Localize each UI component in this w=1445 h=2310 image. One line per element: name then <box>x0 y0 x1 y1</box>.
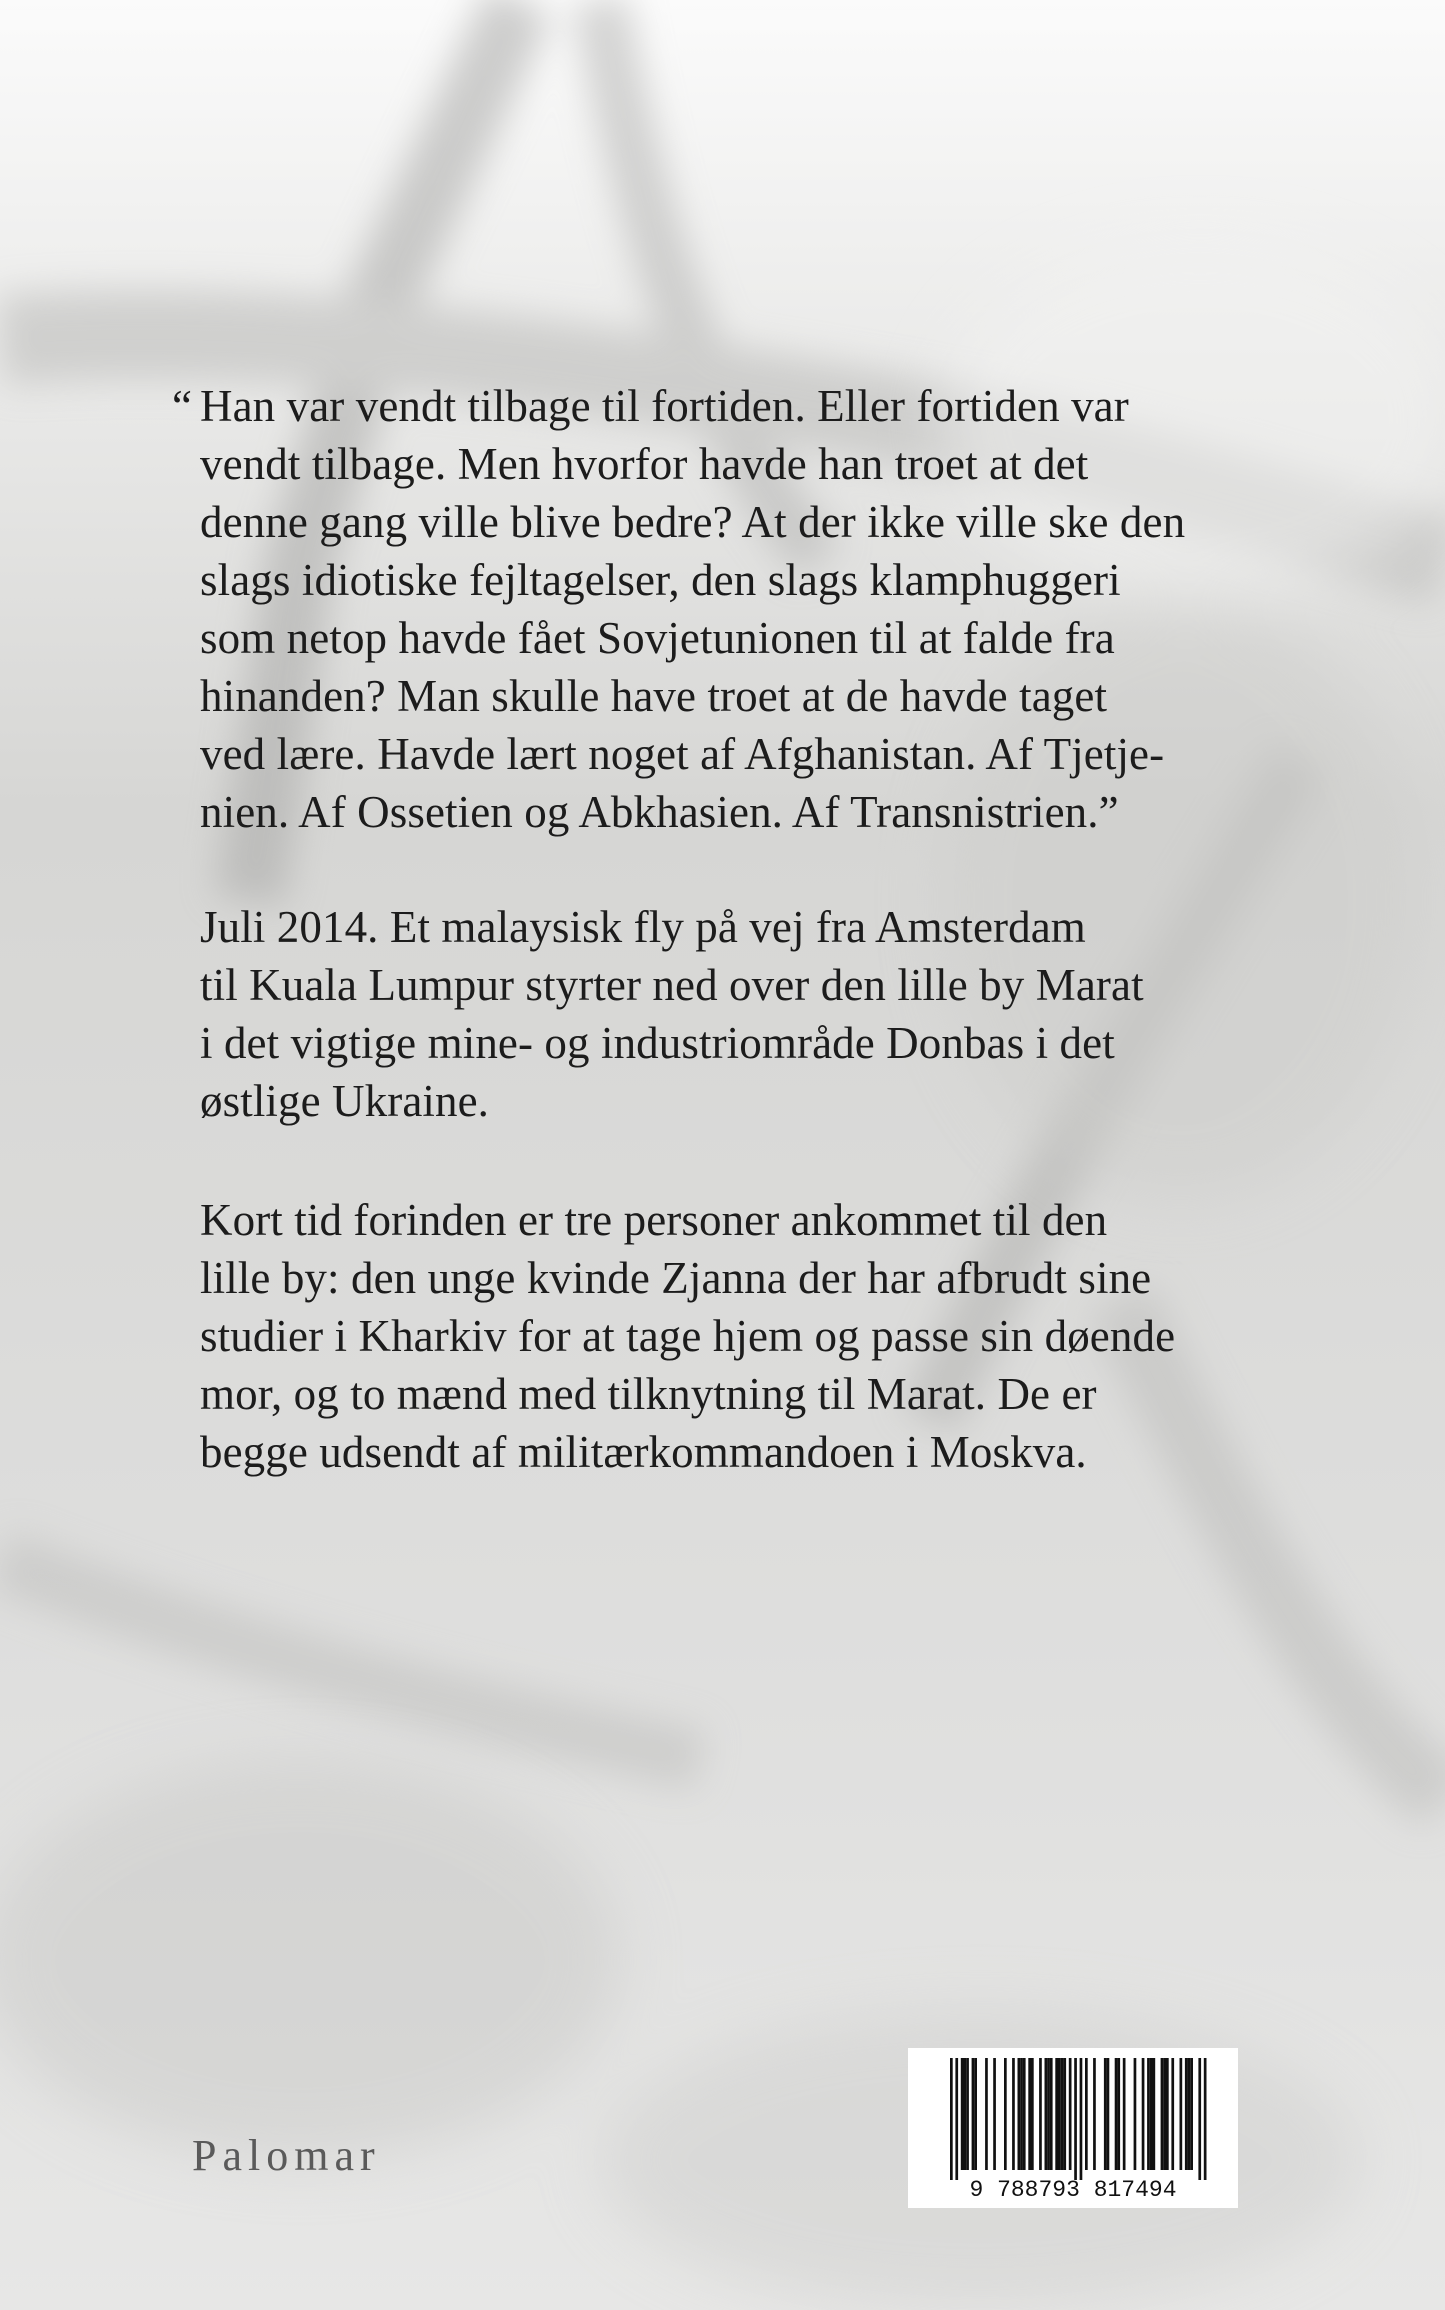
arrival-line: begge udsendt af militærkommandoen i Moskva. <box>200 1427 1087 1477</box>
arrival-line: studier i Kharkiv for at tage hjem og passe sin døende <box>200 1311 1176 1361</box>
publisher-name: Palomar <box>192 2131 381 2180</box>
barcode-bar <box>1134 2058 1137 2170</box>
barcode-bar <box>1115 2058 1118 2170</box>
barcode-bar <box>1166 2058 1169 2170</box>
barcode-bar <box>1061 2058 1064 2170</box>
barcode-bar <box>1147 2058 1150 2170</box>
barcode-bar <box>964 2058 967 2170</box>
quote-line: hinanden? Man skulle have troet at de havde taget <box>200 671 1108 721</box>
barcode-bar <box>985 2058 988 2170</box>
barcode-bar <box>1142 2058 1145 2170</box>
arrival-line: mor, og to mænd med tilknytning til Marat. De er <box>200 1369 1097 1419</box>
barcode-digits: 9 788793 817494 <box>969 2177 1177 2203</box>
barcode-bar <box>1180 2058 1183 2170</box>
barcode-bar <box>1085 2058 1088 2170</box>
barcode-bar <box>1023 2058 1026 2170</box>
barcode-bar <box>1161 2058 1164 2170</box>
barcode-bar <box>1123 2058 1126 2170</box>
barcode-bar <box>1204 2058 1207 2180</box>
arrival-line: lille by: den unge kvinde Zjanna der har afbrudt sine <box>200 1253 1152 1303</box>
barcode-bar <box>1163 2058 1166 2170</box>
barcode-graphic <box>908 2048 1238 2208</box>
event-line: østlige Ukraine. <box>200 1076 490 1126</box>
quote-line: denne gang ville blive bedre? At der ikke ville ske den <box>200 497 1186 547</box>
barcode-bar <box>1045 2058 1048 2170</box>
barcode-bar <box>1020 2058 1023 2170</box>
barcode-bar <box>1150 2058 1153 2170</box>
barcode-bar <box>950 2058 953 2180</box>
arrival-paragraph <box>200 1191 1260 1481</box>
event-line: Juli 2014. Et malaysisk fly på vej fra Amsterdam <box>200 902 1086 952</box>
quote-line: nien. Af Ossetien og Abkhasien. Af Transnistrien.” <box>200 787 1119 837</box>
barcode-bar <box>1185 2058 1188 2170</box>
barcode-bar <box>1039 2058 1042 2170</box>
opening-quote-mark: “ <box>172 381 192 431</box>
barcode-bar <box>972 2058 975 2170</box>
arrival-line: Kort tid forinden er tre personer ankommet til den <box>200 1195 1108 1245</box>
barcode-bar <box>1050 2058 1053 2170</box>
barcode-bar <box>1012 2058 1015 2170</box>
barcode-bar <box>1031 2058 1034 2170</box>
barcode-bar <box>1080 2058 1083 2180</box>
quote-line: vendt tilbage. Men hvorfor havde han troet at det <box>200 439 1089 489</box>
barcode-bar <box>1104 2058 1107 2170</box>
barcode-bar <box>1055 2058 1058 2170</box>
barcode-bar <box>1093 2058 1096 2170</box>
barcode-bar <box>1069 2058 1072 2170</box>
barcode-bar <box>1171 2058 1174 2170</box>
event-paragraph <box>200 898 1260 1130</box>
barcode-bar <box>1047 2058 1050 2170</box>
barcode-bar <box>1153 2058 1156 2170</box>
barcode-bar <box>1028 2058 1031 2170</box>
isbn-barcode <box>908 2048 1238 2208</box>
quote-paragraph <box>200 377 1260 841</box>
barcode-bar <box>1074 2058 1077 2180</box>
barcode-bar <box>1018 2058 1021 2170</box>
barcode-bar <box>1004 2058 1007 2170</box>
barcode-bar <box>966 2058 969 2170</box>
barcode-bar <box>1188 2058 1191 2170</box>
barcode-bar <box>1058 2058 1061 2170</box>
quote-line: som netop havde fået Sovjetunionen til at falde fra <box>200 613 1115 663</box>
barcode-bar <box>955 2058 958 2180</box>
barcode-bar <box>1063 2058 1066 2170</box>
event-line: i det vigtige mine- og industriområde Donbas i det <box>200 1018 1115 1068</box>
barcode-bar <box>993 2058 996 2170</box>
quote-line: ved lære. Havde lært noget af Afghanistan. Af Tjetje- <box>200 729 1165 779</box>
event-line: til Kuala Lumpur styrter ned over den lille by Marat <box>200 960 1144 1010</box>
barcode-bar <box>1117 2058 1120 2170</box>
barcode-bar <box>961 2058 964 2170</box>
barcode-bar <box>1107 2058 1110 2170</box>
barcode-bar <box>974 2058 977 2170</box>
barcode-bar <box>1190 2058 1193 2170</box>
quote-line: Han var vendt tilbage til fortiden. Eller fortiden var <box>200 381 1129 431</box>
quote-line: slags idiotiske fejltagelser, den slags klamphuggeri <box>200 555 1121 605</box>
barcode-bar <box>1198 2058 1201 2180</box>
